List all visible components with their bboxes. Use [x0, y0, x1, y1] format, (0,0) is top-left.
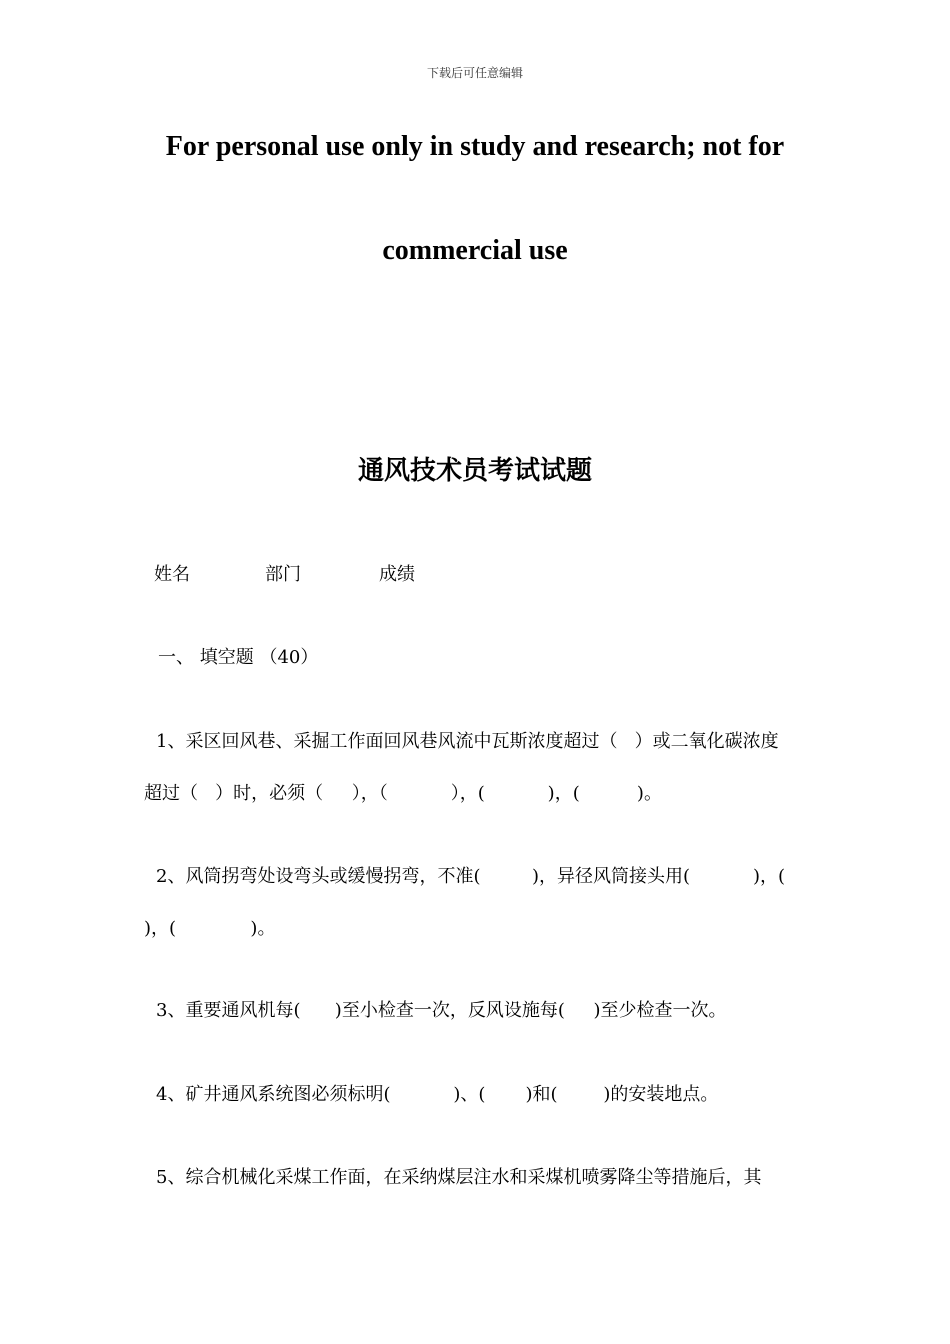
page-title: 通风技术员考试试题 — [357, 456, 592, 486]
question-1-line-2: 超过（ ）时，必须（ ），（ ），( )，( )。 — [144, 783, 662, 804]
score-label: 成绩 — [379, 564, 415, 585]
question-2-line-1: 2、风筒拐弯处设弯头或缓慢拐弯，不准( )，异径风筒接头用( )，( — [156, 866, 785, 887]
question-1-line-1: 1、采区回风巷、采掘工作面回风巷风流中瓦斯浓度超过（ ）或二氧化碳浓度 — [156, 731, 779, 752]
question-3: 3、重要通风机每( )至小检查一次，反风设施每( )至少检查一次。 — [156, 1000, 727, 1021]
department-label: 部门 — [265, 564, 301, 585]
name-label: 姓名 — [154, 564, 190, 585]
question-5-line-1: 5、综合机械化采煤工作面，在采纳煤层注水和采煤机喷雾降尘等措施后，其 — [156, 1167, 762, 1188]
section-heading-fill-blank: 一、 填空题 （40） — [158, 647, 319, 668]
usage-notice-line-1: For personal use only in study and research; not for — [165, 131, 785, 162]
exam-info-row — [0, 560, 950, 586]
header-note: 下载后可任意编辑 — [426, 66, 523, 80]
question-4: 4、矿井通风系统图必须标明( )、( )和( )的安装地点。 — [156, 1084, 719, 1105]
usage-notice-line-2: commercial use — [382, 235, 568, 266]
question-2-line-2: )，( )。 — [144, 918, 276, 939]
